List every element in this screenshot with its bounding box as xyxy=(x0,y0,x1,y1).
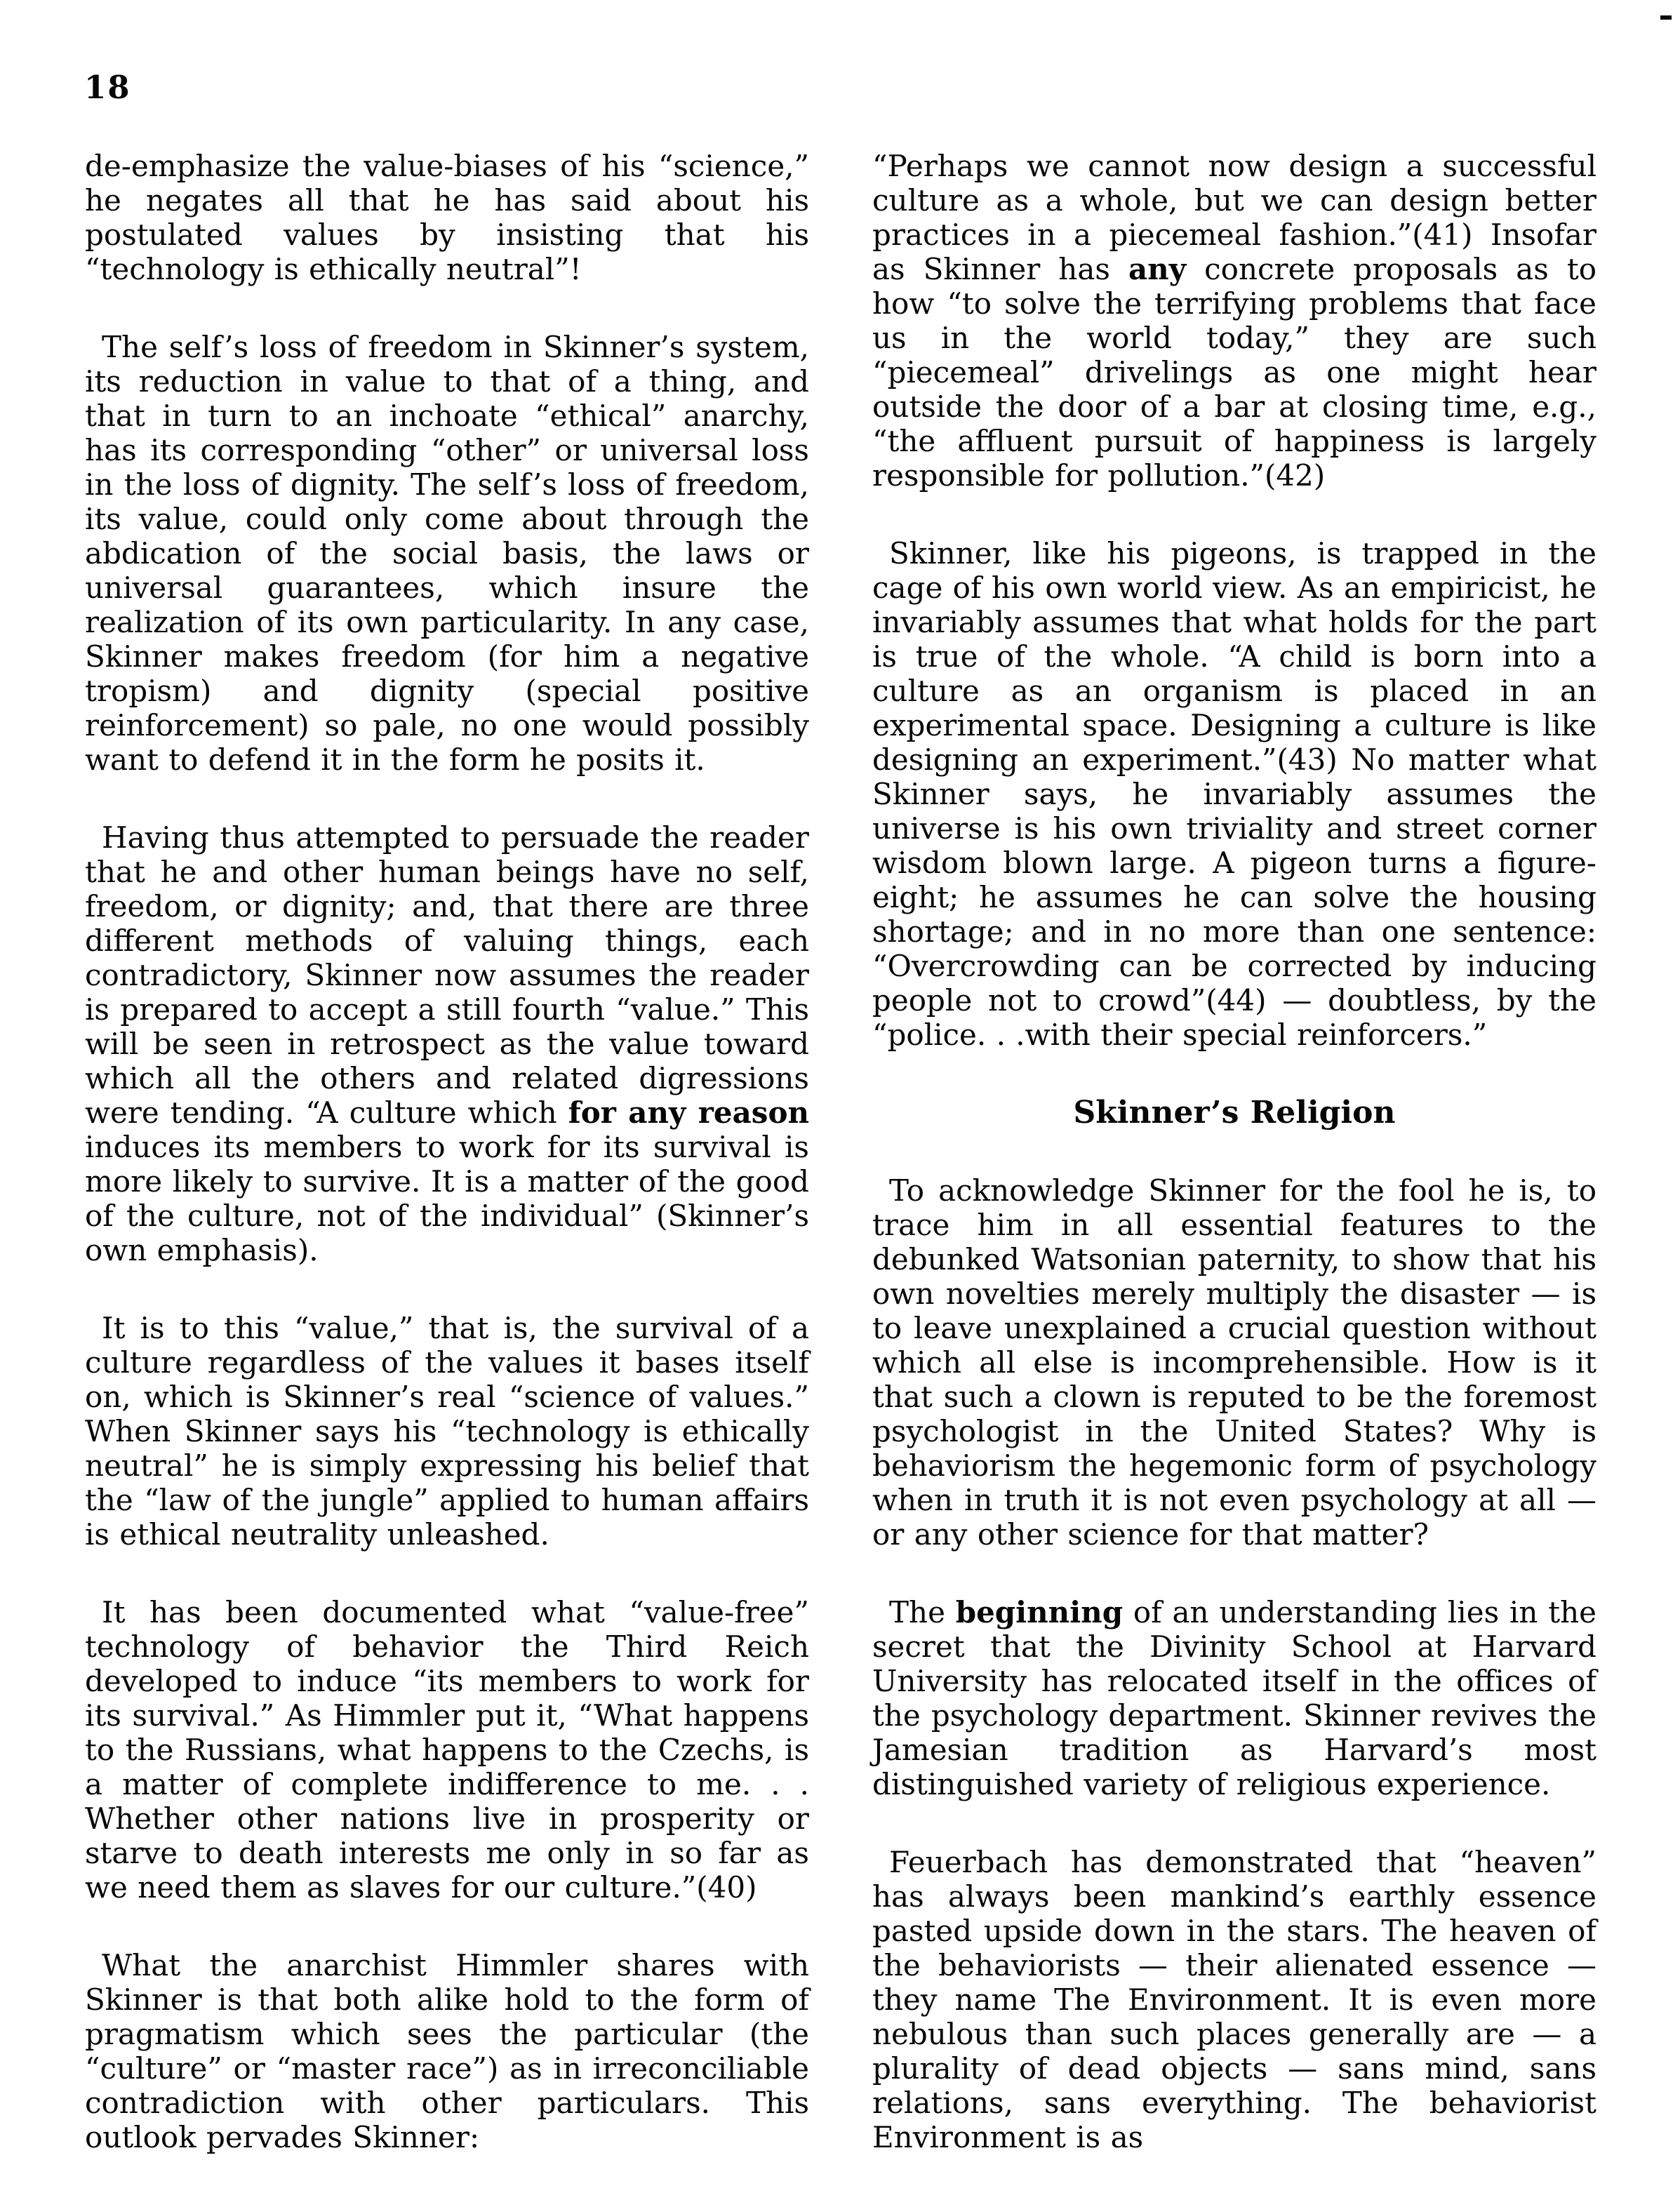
scan-artifact xyxy=(1660,15,1672,20)
left-column xyxy=(85,149,809,2198)
paragraph xyxy=(872,1595,1596,1801)
paragraph xyxy=(872,1845,1596,2154)
bold-emphasis-text: beginning xyxy=(955,1595,1124,1629)
right-column xyxy=(872,149,1596,2198)
paragraph xyxy=(85,1595,809,1905)
paragraph xyxy=(872,149,1596,493)
paragraph xyxy=(872,1173,1596,1552)
paragraph xyxy=(85,149,809,286)
paragraph xyxy=(85,1948,809,2154)
text-segment: Feuerbach has demonstrated that “heaven” has always been mankind’s earthly essence pasted upside down in the stars. The heaven of the behaviorists — their alienated essence — they name The Environment. It is even more nebulous than such places generally are — a plurality of dead objects — sans mind, sans relations, sans everything. The behaviorist Environment is as xyxy=(872,1845,1596,2154)
text-segment: The xyxy=(889,1595,956,1629)
text-segment: induces its members to work for its survival is more likely to survive. It is a matter of the good of the culture, not of the individual” (Skinner’s own emphasis). xyxy=(85,1130,809,1267)
text-segment: It is to this “value,” that is, the survival of a culture regardless of the values it bases itself on, which is Skinner’s real “science of values.” When Skinner says his “technology is ethically neutral” he is simply expressing his belief that the “law of the jungle” applied to human affairs is ethical neutrality unleashed. xyxy=(85,1311,809,1552)
bold-emphasis-text: for any reason xyxy=(568,1095,809,1130)
paragraph xyxy=(872,536,1596,1052)
text-segment: de-emphasize the value-biases of his “science,” he negates all that he has said about his postulated values by insisting that his “technology is ethically neutral”! xyxy=(85,149,809,286)
paragraph xyxy=(85,330,809,777)
text-segment: of an understanding lies in the secret that the Divinity School at Harvard University has relocated itself in the offices of the psychology department. Skinner revives the Jamesian tradition as Harvard’s most distinguished variety of religious experience. xyxy=(872,1595,1596,1801)
text-segment: What the anarchist Himmler shares with Skinner is that both alike hold to the form of pragmatism which sees the particular (the “culture” or “master race”) as in irreconciliable contradiction with other particulars. This outlook pervades Skinner: xyxy=(85,1948,809,2154)
bold-emphasis-text: any xyxy=(1128,252,1187,286)
text-segment: “Perhaps we cannot now design a successful culture as a whole, but we can design better practices in a piecemeal fashion.”(41) Insofar as Skinner has xyxy=(872,149,1596,286)
text-segment: The self’s loss of freedom in Skinner’s system, its reduction in value to that of a thing, and that in turn to an inchoate “ethical” anarchy, has its corresponding “other” or universal loss in the loss of dignity. The self’s loss of freedom, its value, could only come about through the abdication of the social basis, the laws or universal guarantees, which insure the realization of its own particularity. In any case, Skinner makes freedom (for him a negative tropism) and dignity (special positive reinforcement) so pale, no one would possibly want to defend it in the form he posits it. xyxy=(85,330,809,777)
text-segment: Skinner, like his pigeons, is trapped in the cage of his own world view. As an empiricist, he invariably assumes that what holds for the part is true of the whole. “A child is born into a culture as an organism is placed in an experimental space. Designing a culture is like designing an experiment.”(43) No matter what Skinner says, he invariably assumes the universe is his own triviality and street corner wisdom blown large. A pigeon turns a figure-eight; he assumes he can solve the housing shortage; and in no more than one sentence: “Overcrowding can be corrected by inducing people not to crowd”(44) — doubtless, by the “police. . .with their special reinforcers.” xyxy=(872,536,1596,1052)
text-segment: Having thus attempted to persuade the reader that he and other human beings have no self, freedom, or dignity; and, that there are three different methods of valuing things, each contradictory, Skinner now assumes the reader is prepared to accept a still fourth “value.” This will be seen in retrospect as the value toward which all the others and related digressions were tending. “A culture which xyxy=(85,820,809,1130)
text-segment: It has been documented what “value-free” technology of behavior the Third Reich developed to induce “its members to work for its survival.” As Himmler put it, “What happens to the Russians, what happens to the Czechs, is a matter of complete indifference to me. . . Whether other nations live in prosperity or starve to death interests me only in so far as we need them as slaves for our culture.”(40) xyxy=(85,1595,809,1905)
section-heading: Skinner’s Religion xyxy=(1073,1095,1396,1131)
text-segment: concrete proposals as to how “to solve the terrifying problems that face us in the world today,” they are such “piecemeal” drivelings as one might hear outside the door of a bar at closing time, e.g., “the affluent pursuit of happiness is largely responsible for pollution.”(42) xyxy=(872,252,1596,493)
paragraph xyxy=(85,1311,809,1552)
paragraph xyxy=(85,820,809,1267)
text-segment: To acknowledge Skinner for the fool he is, to trace him in all essential features to the debunked Watsonian paternity, to show that his own novelties merely multiply the disaster — is to leave unexplained a crucial question without which all else is incomprehensible. How is it that such a clown is reputed to be the foremost psychologist in the United States? Why is behaviorism the hegemonic form of psychology when in truth it is not even psychology at all — or any other science for that matter? xyxy=(872,1173,1596,1552)
page-number: 18 xyxy=(84,69,131,106)
